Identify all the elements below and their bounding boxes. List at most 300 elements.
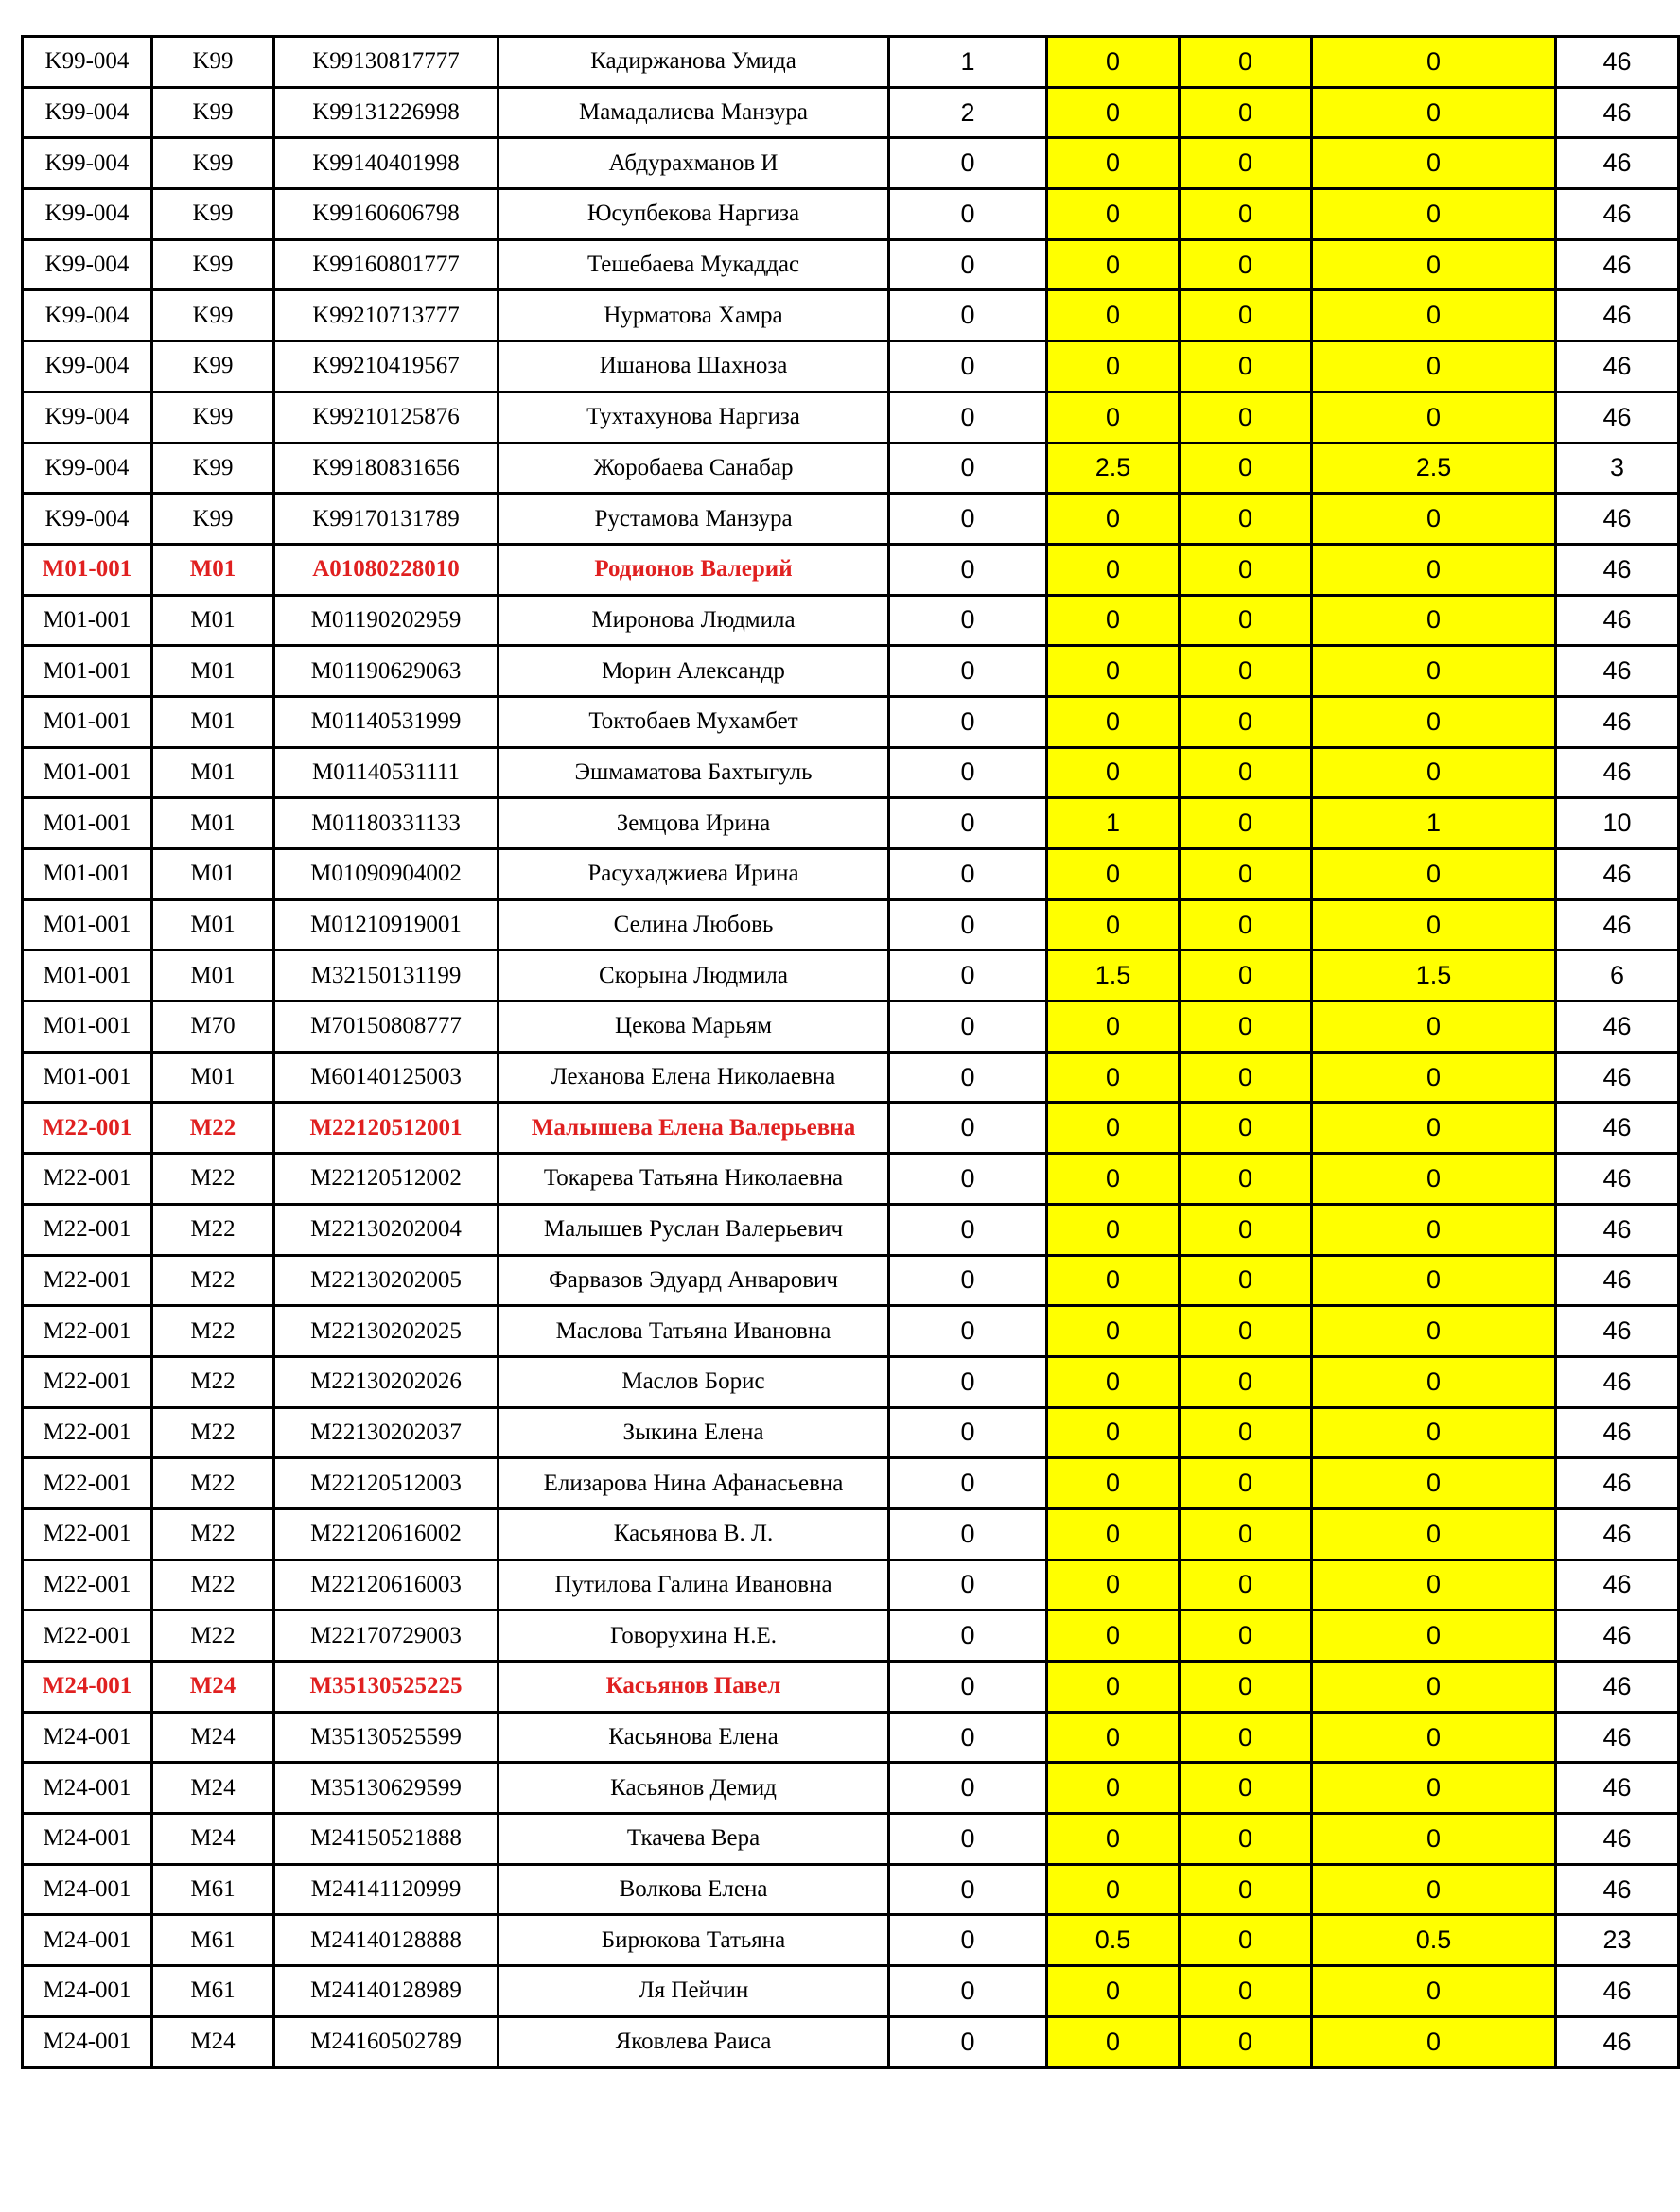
value-3-cell: 0 bbox=[1180, 544, 1312, 595]
value-1-cell: 0 bbox=[889, 1814, 1047, 1865]
group-code-cell: K99-004 bbox=[23, 87, 152, 138]
value-5-cell: 46 bbox=[1556, 1763, 1679, 1814]
group-code-cell: M22-001 bbox=[23, 1611, 152, 1662]
table-row bbox=[23, 849, 1679, 900]
table-row bbox=[23, 1458, 1679, 1509]
value-3-cell: 0 bbox=[1180, 239, 1312, 290]
member-id-cell: M22120512002 bbox=[274, 1154, 499, 1205]
value-4-cell: 0 bbox=[1312, 239, 1556, 290]
value-5-cell: 46 bbox=[1556, 1255, 1679, 1306]
value-5-cell: 23 bbox=[1556, 1915, 1679, 1966]
member-name-cell: Касьянов Павел bbox=[499, 1662, 889, 1713]
member-name-cell: Расухаджиева Ирина bbox=[499, 849, 889, 900]
group-code-cell: K99-004 bbox=[23, 494, 152, 545]
member-name-cell: Миронова Людмила bbox=[499, 595, 889, 646]
value-4-cell: 0 bbox=[1312, 392, 1556, 443]
member-id-cell: M01190202959 bbox=[274, 595, 499, 646]
value-5-cell: 46 bbox=[1556, 646, 1679, 697]
value-3-cell: 0 bbox=[1180, 341, 1312, 392]
table-row bbox=[23, 1712, 1679, 1763]
member-id-cell: M22130202004 bbox=[274, 1204, 499, 1255]
value-4-cell: 0 bbox=[1312, 1356, 1556, 1407]
group-code-cell: M24-001 bbox=[23, 1814, 152, 1865]
value-4-cell: 0 bbox=[1312, 1306, 1556, 1357]
branch-code-cell: M24 bbox=[152, 1662, 274, 1713]
group-code-cell: M01-001 bbox=[23, 696, 152, 747]
value-4-cell: 0 bbox=[1312, 1611, 1556, 1662]
value-3-cell: 0 bbox=[1180, 798, 1312, 849]
branch-code-cell: M01 bbox=[152, 544, 274, 595]
value-4-cell: 0 bbox=[1312, 37, 1556, 88]
member-id-cell: M60140125003 bbox=[274, 1052, 499, 1103]
value-2-cell: 0 bbox=[1047, 341, 1180, 392]
branch-code-cell: M01 bbox=[152, 747, 274, 798]
table-row bbox=[23, 87, 1679, 138]
value-1-cell: 0 bbox=[889, 1763, 1047, 1814]
value-5-cell: 46 bbox=[1556, 696, 1679, 747]
value-4-cell: 1 bbox=[1312, 798, 1556, 849]
group-code-cell: M24-001 bbox=[23, 1915, 152, 1966]
value-4-cell: 0 bbox=[1312, 1712, 1556, 1763]
table-row bbox=[23, 1154, 1679, 1205]
branch-code-cell: M22 bbox=[152, 1255, 274, 1306]
value-5-cell: 46 bbox=[1556, 1712, 1679, 1763]
group-code-cell: M01-001 bbox=[23, 646, 152, 697]
value-3-cell: 0 bbox=[1180, 494, 1312, 545]
value-3-cell: 0 bbox=[1180, 1001, 1312, 1053]
group-code-cell: M22-001 bbox=[23, 1407, 152, 1458]
value-2-cell: 0.5 bbox=[1047, 1915, 1180, 1966]
value-1-cell: 0 bbox=[889, 646, 1047, 697]
value-4-cell: 0 bbox=[1312, 544, 1556, 595]
member-name-cell: Касьянова Елена bbox=[499, 1712, 889, 1763]
group-code-cell: M24-001 bbox=[23, 1966, 152, 2017]
value-5-cell: 46 bbox=[1556, 544, 1679, 595]
table-row bbox=[23, 1306, 1679, 1357]
member-name-cell: Яковлева Раиса bbox=[499, 2016, 889, 2067]
value-4-cell: 1.5 bbox=[1312, 950, 1556, 1001]
group-code-cell: M01-001 bbox=[23, 544, 152, 595]
branch-code-cell: M22 bbox=[152, 1508, 274, 1559]
member-id-cell: M01180331133 bbox=[274, 798, 499, 849]
member-id-cell: M22120616003 bbox=[274, 1559, 499, 1611]
value-1-cell: 0 bbox=[889, 341, 1047, 392]
table-row-leader bbox=[23, 544, 1679, 595]
value-1-cell: 0 bbox=[889, 1154, 1047, 1205]
member-id-cell: M24160502789 bbox=[274, 2016, 499, 2067]
value-1-cell: 0 bbox=[889, 1356, 1047, 1407]
value-5-cell: 46 bbox=[1556, 290, 1679, 341]
value-2-cell: 0 bbox=[1047, 1814, 1180, 1865]
members-table bbox=[21, 35, 1680, 2069]
branch-code-cell: M01 bbox=[152, 646, 274, 697]
table-row bbox=[23, 1611, 1679, 1662]
value-1-cell: 0 bbox=[889, 392, 1047, 443]
member-id-cell: M35130629599 bbox=[274, 1763, 499, 1814]
member-id-cell: M32150131199 bbox=[274, 950, 499, 1001]
table-row bbox=[23, 1966, 1679, 2017]
value-5-cell: 46 bbox=[1556, 1559, 1679, 1611]
value-4-cell: 0 bbox=[1312, 1559, 1556, 1611]
member-id-cell: M70150808777 bbox=[274, 1001, 499, 1053]
branch-code-cell: M24 bbox=[152, 2016, 274, 2067]
branch-code-cell: K99 bbox=[152, 37, 274, 88]
member-name-cell: Тешебаева Мукаддас bbox=[499, 239, 889, 290]
member-name-cell: Малышев Руслан Валерьевич bbox=[499, 1204, 889, 1255]
value-3-cell: 0 bbox=[1180, 1255, 1312, 1306]
value-2-cell: 0 bbox=[1047, 138, 1180, 189]
table-row bbox=[23, 899, 1679, 950]
value-1-cell: 0 bbox=[889, 1611, 1047, 1662]
value-1-cell: 0 bbox=[889, 1407, 1047, 1458]
value-3-cell: 0 bbox=[1180, 1559, 1312, 1611]
table-row bbox=[23, 290, 1679, 341]
value-2-cell: 0 bbox=[1047, 1662, 1180, 1713]
value-4-cell: 0 bbox=[1312, 1103, 1556, 1154]
member-name-cell: Зыкина Елена bbox=[499, 1407, 889, 1458]
value-4-cell: 0 bbox=[1312, 1508, 1556, 1559]
value-2-cell: 0 bbox=[1047, 87, 1180, 138]
member-name-cell: Морин Александр bbox=[499, 646, 889, 697]
value-5-cell: 46 bbox=[1556, 37, 1679, 88]
value-3-cell: 0 bbox=[1180, 87, 1312, 138]
member-id-cell: K99130817777 bbox=[274, 37, 499, 88]
group-code-cell: M22-001 bbox=[23, 1255, 152, 1306]
value-4-cell: 0 bbox=[1312, 1814, 1556, 1865]
table-row bbox=[23, 1052, 1679, 1103]
member-name-cell: Мамадалиева Манзура bbox=[499, 87, 889, 138]
value-5-cell: 46 bbox=[1556, 1001, 1679, 1053]
group-code-cell: K99-004 bbox=[23, 341, 152, 392]
branch-code-cell: K99 bbox=[152, 138, 274, 189]
value-2-cell: 2.5 bbox=[1047, 443, 1180, 494]
value-5-cell: 6 bbox=[1556, 950, 1679, 1001]
value-2-cell: 0 bbox=[1047, 1966, 1180, 2017]
branch-code-cell: M61 bbox=[152, 1915, 274, 1966]
value-4-cell: 0 bbox=[1312, 138, 1556, 189]
value-1-cell: 0 bbox=[889, 1255, 1047, 1306]
value-2-cell: 0 bbox=[1047, 1559, 1180, 1611]
table-row bbox=[23, 1864, 1679, 1915]
value-5-cell: 46 bbox=[1556, 239, 1679, 290]
table-row bbox=[23, 798, 1679, 849]
value-1-cell: 0 bbox=[889, 1103, 1047, 1154]
value-3-cell: 0 bbox=[1180, 1712, 1312, 1763]
value-2-cell: 0 bbox=[1047, 646, 1180, 697]
member-id-cell: K99131226998 bbox=[274, 87, 499, 138]
value-4-cell: 0 bbox=[1312, 189, 1556, 240]
member-name-cell: Бирюкова Татьяна bbox=[499, 1915, 889, 1966]
value-2-cell: 0 bbox=[1047, 544, 1180, 595]
branch-code-cell: M01 bbox=[152, 849, 274, 900]
value-2-cell: 0 bbox=[1047, 1407, 1180, 1458]
value-2-cell: 0 bbox=[1047, 1001, 1180, 1053]
member-name-cell: Селина Любовь bbox=[499, 899, 889, 950]
branch-code-cell: K99 bbox=[152, 494, 274, 545]
member-name-cell: Маслова Татьяна Ивановна bbox=[499, 1306, 889, 1357]
table-row bbox=[23, 239, 1679, 290]
value-2-cell: 0 bbox=[1047, 1611, 1180, 1662]
value-1-cell: 0 bbox=[889, 1306, 1047, 1357]
value-4-cell: 0.5 bbox=[1312, 1915, 1556, 1966]
group-code-cell: M01-001 bbox=[23, 595, 152, 646]
member-id-cell: M01210919001 bbox=[274, 899, 499, 950]
member-id-cell: M22170729003 bbox=[274, 1611, 499, 1662]
branch-code-cell: K99 bbox=[152, 443, 274, 494]
value-3-cell: 0 bbox=[1180, 1814, 1312, 1865]
group-code-cell: M22-001 bbox=[23, 1204, 152, 1255]
value-5-cell: 46 bbox=[1556, 1103, 1679, 1154]
value-4-cell: 0 bbox=[1312, 1763, 1556, 1814]
table-body bbox=[23, 37, 1679, 2068]
value-2-cell: 0 bbox=[1047, 1306, 1180, 1357]
branch-code-cell: M22 bbox=[152, 1559, 274, 1611]
value-2-cell: 0 bbox=[1047, 290, 1180, 341]
value-3-cell: 0 bbox=[1180, 1458, 1312, 1509]
group-code-cell: M22-001 bbox=[23, 1458, 152, 1509]
value-4-cell: 0 bbox=[1312, 1662, 1556, 1713]
member-id-cell: M01140531999 bbox=[274, 696, 499, 747]
member-name-cell: Жоробаева Санабар bbox=[499, 443, 889, 494]
value-2-cell: 0 bbox=[1047, 747, 1180, 798]
table-row bbox=[23, 1915, 1679, 1966]
value-1-cell: 0 bbox=[889, 494, 1047, 545]
member-id-cell: K99210125876 bbox=[274, 392, 499, 443]
value-2-cell: 0 bbox=[1047, 1508, 1180, 1559]
branch-code-cell: K99 bbox=[152, 392, 274, 443]
branch-code-cell: M22 bbox=[152, 1103, 274, 1154]
member-id-cell: M22130202025 bbox=[274, 1306, 499, 1357]
member-id-cell: M24141120999 bbox=[274, 1864, 499, 1915]
member-id-cell: K99210713777 bbox=[274, 290, 499, 341]
value-5-cell: 46 bbox=[1556, 1966, 1679, 2017]
value-5-cell: 46 bbox=[1556, 595, 1679, 646]
value-3-cell: 0 bbox=[1180, 1763, 1312, 1814]
branch-code-cell: K99 bbox=[152, 189, 274, 240]
value-4-cell: 0 bbox=[1312, 1864, 1556, 1915]
table-row bbox=[23, 1001, 1679, 1053]
branch-code-cell: M22 bbox=[152, 1458, 274, 1509]
branch-code-cell: M22 bbox=[152, 1356, 274, 1407]
table-row bbox=[23, 950, 1679, 1001]
value-2-cell: 1.5 bbox=[1047, 950, 1180, 1001]
value-5-cell: 46 bbox=[1556, 747, 1679, 798]
member-id-cell: M24140128888 bbox=[274, 1915, 499, 1966]
value-5-cell: 46 bbox=[1556, 341, 1679, 392]
value-2-cell: 0 bbox=[1047, 239, 1180, 290]
group-code-cell: M22-001 bbox=[23, 1154, 152, 1205]
table-row bbox=[23, 595, 1679, 646]
branch-code-cell: M22 bbox=[152, 1306, 274, 1357]
value-4-cell: 0 bbox=[1312, 849, 1556, 900]
value-1-cell: 0 bbox=[889, 1508, 1047, 1559]
value-3-cell: 0 bbox=[1180, 747, 1312, 798]
group-code-cell: M24-001 bbox=[23, 1712, 152, 1763]
value-1-cell: 0 bbox=[889, 747, 1047, 798]
branch-code-cell: M22 bbox=[152, 1204, 274, 1255]
branch-code-cell: M24 bbox=[152, 1712, 274, 1763]
value-5-cell: 46 bbox=[1556, 1356, 1679, 1407]
value-4-cell: 0 bbox=[1312, 1052, 1556, 1103]
value-4-cell: 0 bbox=[1312, 747, 1556, 798]
member-name-cell: Цекова Марьям bbox=[499, 1001, 889, 1053]
group-code-cell: M01-001 bbox=[23, 1001, 152, 1053]
member-name-cell: Скорына Людмила bbox=[499, 950, 889, 1001]
value-5-cell: 3 bbox=[1556, 443, 1679, 494]
value-2-cell: 0 bbox=[1047, 1052, 1180, 1103]
member-id-cell: M24150521888 bbox=[274, 1814, 499, 1865]
group-code-cell: K99-004 bbox=[23, 443, 152, 494]
value-2-cell: 0 bbox=[1047, 1356, 1180, 1407]
value-4-cell: 0 bbox=[1312, 1458, 1556, 1509]
member-name-cell: Леханова Елена Николаевна bbox=[499, 1052, 889, 1103]
group-code-cell: M22-001 bbox=[23, 1559, 152, 1611]
member-id-cell: M22130202026 bbox=[274, 1356, 499, 1407]
member-id-cell: M22130202037 bbox=[274, 1407, 499, 1458]
value-2-cell: 0 bbox=[1047, 1154, 1180, 1205]
value-3-cell: 0 bbox=[1180, 1662, 1312, 1713]
branch-code-cell: M01 bbox=[152, 595, 274, 646]
group-code-cell: M22-001 bbox=[23, 1508, 152, 1559]
value-5-cell: 46 bbox=[1556, 494, 1679, 545]
table-row bbox=[23, 341, 1679, 392]
value-1-cell: 0 bbox=[889, 849, 1047, 900]
member-name-cell: Ткачева Вера bbox=[499, 1814, 889, 1865]
value-4-cell: 0 bbox=[1312, 1255, 1556, 1306]
value-5-cell: 46 bbox=[1556, 1611, 1679, 1662]
value-4-cell: 0 bbox=[1312, 696, 1556, 747]
value-1-cell: 0 bbox=[889, 1204, 1047, 1255]
table-row bbox=[23, 696, 1679, 747]
group-code-cell: K99-004 bbox=[23, 290, 152, 341]
member-name-cell: Маслов Борис bbox=[499, 1356, 889, 1407]
value-5-cell: 46 bbox=[1556, 87, 1679, 138]
value-1-cell: 0 bbox=[889, 138, 1047, 189]
value-4-cell: 0 bbox=[1312, 899, 1556, 950]
value-1-cell: 2 bbox=[889, 87, 1047, 138]
value-2-cell: 0 bbox=[1047, 1103, 1180, 1154]
member-name-cell: Касьянова В. Л. bbox=[499, 1508, 889, 1559]
value-1-cell: 0 bbox=[889, 1915, 1047, 1966]
member-name-cell: Ля Пейчин bbox=[499, 1966, 889, 2017]
value-5-cell: 46 bbox=[1556, 1864, 1679, 1915]
table-row bbox=[23, 189, 1679, 240]
value-4-cell: 0 bbox=[1312, 1407, 1556, 1458]
value-3-cell: 0 bbox=[1180, 290, 1312, 341]
value-1-cell: 0 bbox=[889, 798, 1047, 849]
value-4-cell: 0 bbox=[1312, 87, 1556, 138]
value-5-cell: 46 bbox=[1556, 2016, 1679, 2067]
member-id-cell: M35130525225 bbox=[274, 1662, 499, 1713]
member-name-cell: Рустамова Манзура bbox=[499, 494, 889, 545]
value-4-cell: 0 bbox=[1312, 494, 1556, 545]
value-3-cell: 0 bbox=[1180, 1204, 1312, 1255]
value-1-cell: 0 bbox=[889, 595, 1047, 646]
member-name-cell: Путилова Галина Ивановна bbox=[499, 1559, 889, 1611]
value-2-cell: 0 bbox=[1047, 1204, 1180, 1255]
branch-code-cell: M24 bbox=[152, 1763, 274, 1814]
value-3-cell: 0 bbox=[1180, 443, 1312, 494]
value-1-cell: 0 bbox=[889, 1662, 1047, 1713]
table-row bbox=[23, 37, 1679, 88]
member-name-cell: Земцова Ирина bbox=[499, 798, 889, 849]
branch-code-cell: M01 bbox=[152, 1052, 274, 1103]
member-name-cell: Токарева Татьяна Николаевна bbox=[499, 1154, 889, 1205]
value-1-cell: 0 bbox=[889, 2016, 1047, 2067]
table-row bbox=[23, 1763, 1679, 1814]
value-3-cell: 0 bbox=[1180, 1407, 1312, 1458]
member-id-cell: M22120512003 bbox=[274, 1458, 499, 1509]
branch-code-cell: M01 bbox=[152, 696, 274, 747]
value-5-cell: 46 bbox=[1556, 392, 1679, 443]
value-2-cell: 0 bbox=[1047, 595, 1180, 646]
value-2-cell: 0 bbox=[1047, 1763, 1180, 1814]
value-3-cell: 0 bbox=[1180, 1915, 1312, 1966]
value-5-cell: 46 bbox=[1556, 1458, 1679, 1509]
branch-code-cell: K99 bbox=[152, 239, 274, 290]
value-5-cell: 10 bbox=[1556, 798, 1679, 849]
value-1-cell: 0 bbox=[889, 443, 1047, 494]
branch-code-cell: K99 bbox=[152, 290, 274, 341]
member-name-cell: Юсупбекова Наргиза bbox=[499, 189, 889, 240]
value-3-cell: 0 bbox=[1180, 646, 1312, 697]
value-1-cell: 0 bbox=[889, 544, 1047, 595]
group-code-cell: M24-001 bbox=[23, 1763, 152, 1814]
member-id-cell: K99170131789 bbox=[274, 494, 499, 545]
member-id-cell: M01190629063 bbox=[274, 646, 499, 697]
value-3-cell: 0 bbox=[1180, 37, 1312, 88]
branch-code-cell: M70 bbox=[152, 1001, 274, 1053]
branch-code-cell: M22 bbox=[152, 1154, 274, 1205]
value-4-cell: 2.5 bbox=[1312, 443, 1556, 494]
table-row bbox=[23, 1356, 1679, 1407]
member-name-cell: Эшмаматова Бахтыгуль bbox=[499, 747, 889, 798]
value-5-cell: 46 bbox=[1556, 849, 1679, 900]
value-4-cell: 0 bbox=[1312, 290, 1556, 341]
branch-code-cell: M01 bbox=[152, 950, 274, 1001]
member-name-cell: Волкова Елена bbox=[499, 1864, 889, 1915]
member-name-cell: Тухтахунова Наргиза bbox=[499, 392, 889, 443]
member-id-cell: M35130525599 bbox=[274, 1712, 499, 1763]
value-5-cell: 46 bbox=[1556, 1204, 1679, 1255]
value-5-cell: 46 bbox=[1556, 899, 1679, 950]
value-1-cell: 0 bbox=[889, 950, 1047, 1001]
value-5-cell: 46 bbox=[1556, 1407, 1679, 1458]
value-3-cell: 0 bbox=[1180, 595, 1312, 646]
member-name-cell: Ишанова Шахноза bbox=[499, 341, 889, 392]
group-code-cell: K99-004 bbox=[23, 392, 152, 443]
value-2-cell: 1 bbox=[1047, 798, 1180, 849]
value-3-cell: 0 bbox=[1180, 1306, 1312, 1357]
value-2-cell: 0 bbox=[1047, 392, 1180, 443]
group-code-cell: M01-001 bbox=[23, 798, 152, 849]
table-row bbox=[23, 747, 1679, 798]
table-row bbox=[23, 646, 1679, 697]
value-5-cell: 46 bbox=[1556, 1306, 1679, 1357]
table-row-leader bbox=[23, 1662, 1679, 1713]
value-2-cell: 0 bbox=[1047, 1255, 1180, 1306]
value-1-cell: 0 bbox=[889, 696, 1047, 747]
table-row bbox=[23, 138, 1679, 189]
branch-code-cell: M24 bbox=[152, 1814, 274, 1865]
group-code-cell: K99-004 bbox=[23, 239, 152, 290]
value-1-cell: 1 bbox=[889, 37, 1047, 88]
group-code-cell: M01-001 bbox=[23, 1052, 152, 1103]
value-2-cell: 0 bbox=[1047, 2016, 1180, 2067]
value-5-cell: 46 bbox=[1556, 138, 1679, 189]
group-code-cell: K99-004 bbox=[23, 37, 152, 88]
value-1-cell: 0 bbox=[889, 1052, 1047, 1103]
